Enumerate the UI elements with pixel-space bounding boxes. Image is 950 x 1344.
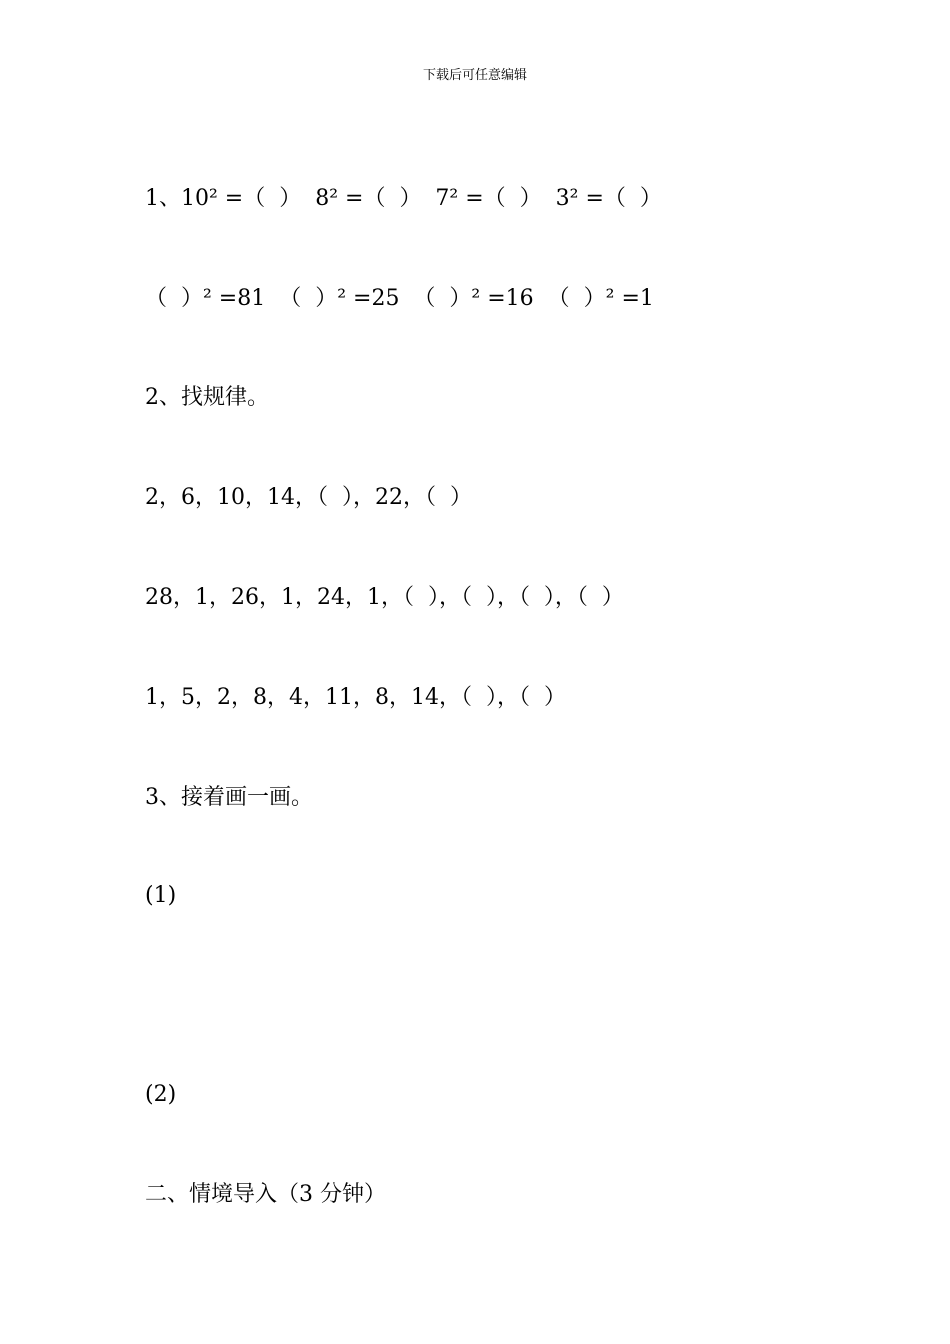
section-heading: 二、情境导入（3 分钟） <box>145 1182 386 1207</box>
sequence-3: 1，5，2，8，4，11，8，14，（ ），（ ） <box>145 685 566 710</box>
question-1-roots: （ ）² =81 （ ）² =25 （ ）² =16 （ ）² =1 <box>145 286 654 311</box>
sub-item-2: (2) <box>145 1082 177 1107</box>
sub-item-1: (1) <box>145 883 177 908</box>
sequence-1: 2，6，10，14，（ ），22，（ ） <box>145 485 472 510</box>
question-2-heading: 2、找规律。 <box>145 385 269 410</box>
question-1-squares: 1、10² =（ ） 8² =（ ） 7² =（ ） 3² =（ ） <box>145 186 662 211</box>
sequence-2: 28，1，26，1，24，1，（ ），（ ），（ ），（ ） <box>145 585 624 610</box>
question-3-heading: 3、接着画一画。 <box>145 785 313 810</box>
page-header: 下载后可任意编辑 <box>422 68 527 83</box>
